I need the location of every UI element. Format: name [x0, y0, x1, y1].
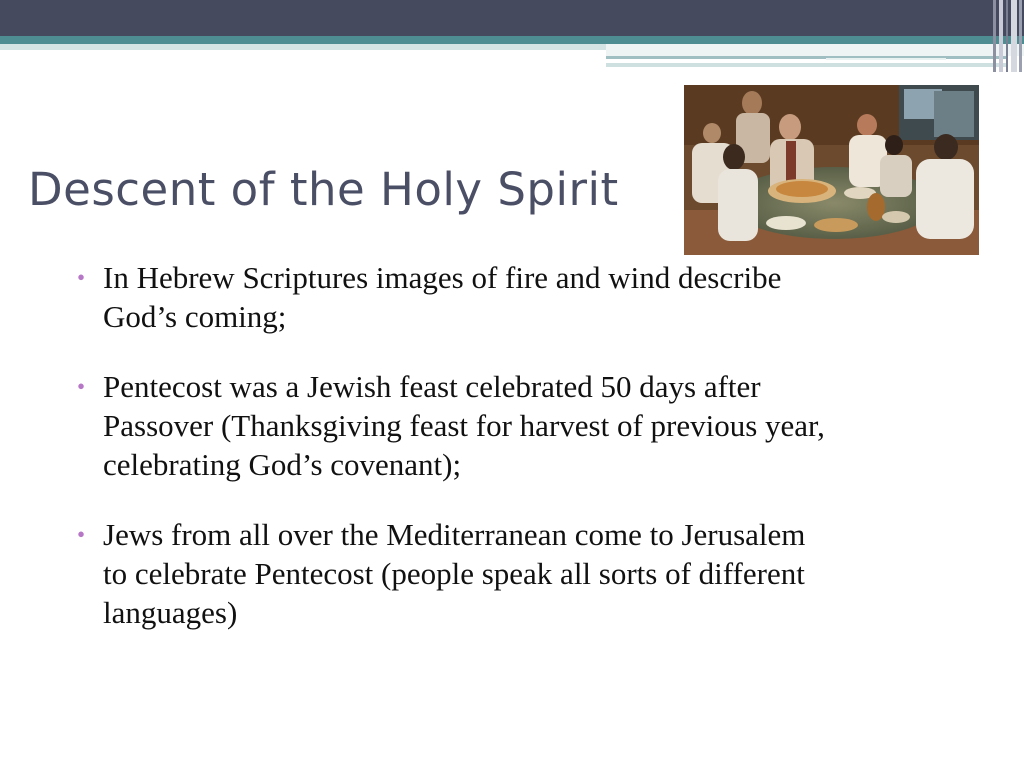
bullet-item — [72, 258, 832, 336]
banner-vertical-stripe — [993, 0, 996, 72]
bullet-item — [72, 515, 832, 632]
banner-vertical-stripe — [1011, 0, 1017, 72]
banner-vertical-stripe — [999, 0, 1003, 72]
bullet-text: Pentecost was a Jewish feast celebrated 50 days after Passover (Thanksgiving feast for harvest of previous year, celebrating God’s covenant); — [103, 369, 825, 482]
header-banner — [0, 0, 1024, 72]
banner-accent-line — [606, 63, 1006, 67]
banner-accent-line — [606, 56, 1006, 59]
banner-teal-band — [0, 36, 1024, 44]
bullet-item — [72, 367, 832, 484]
banner-vertical-stripe — [1006, 0, 1008, 72]
feast-painting-image — [684, 85, 979, 255]
bullet-marker: • — [77, 265, 86, 290]
banner-accent-line — [826, 58, 946, 60]
banner-light-band — [0, 44, 610, 50]
bullet-text: In Hebrew Scriptures images of fire and wind describe God’s coming; — [103, 260, 782, 334]
bullet-marker: • — [77, 374, 86, 399]
slide-title: Descent of the Holy Spirit — [28, 163, 619, 216]
bullet-list — [72, 258, 832, 632]
banner-dark-band — [0, 0, 1024, 36]
bullet-marker: • — [77, 522, 86, 547]
banner-accent-strip — [606, 44, 1024, 56]
banner-vertical-stripe — [1019, 0, 1022, 72]
bullet-text: Jews from all over the Mediterranean come to Jerusalem to celebrate Pentecost (people speak all sorts of different languages) — [103, 517, 806, 630]
